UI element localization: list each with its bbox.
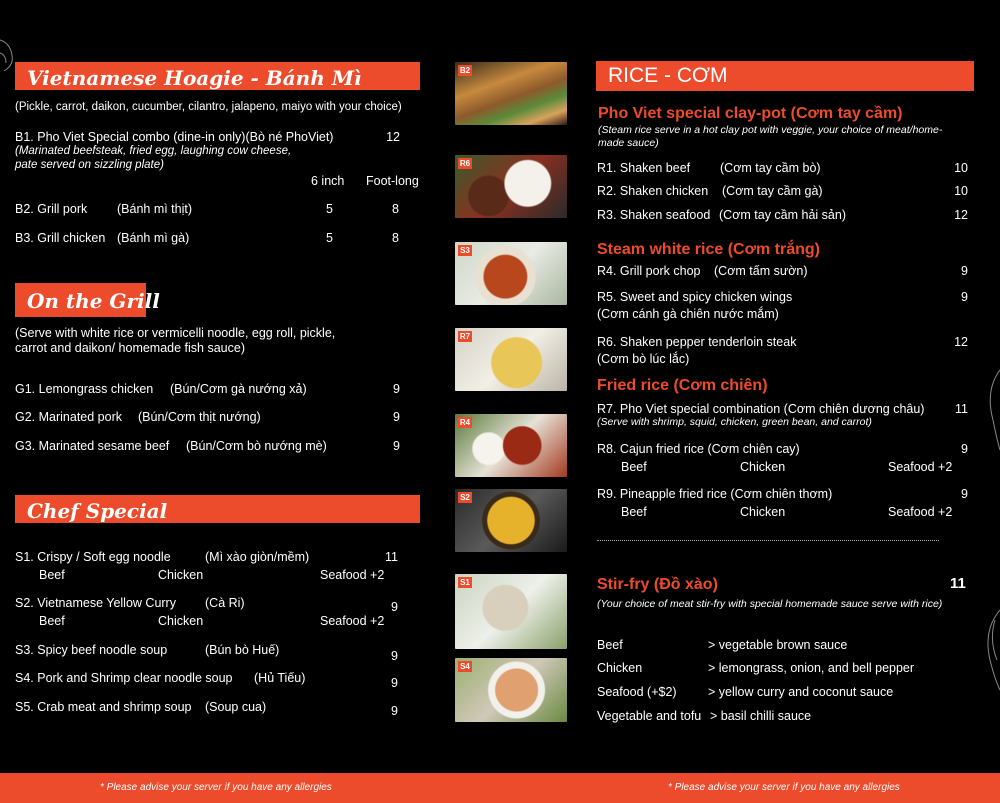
r8-seafood: Seafood +2 — [888, 460, 953, 474]
r8-name: R8. Cajun fried rice (Cơm chiên cay) — [597, 442, 800, 456]
hoagie-banner — [15, 62, 420, 90]
s5-price: 9 — [391, 704, 398, 718]
chef-banner — [15, 495, 420, 523]
r2-price: 10 — [954, 184, 968, 198]
s1-beef: Beef — [39, 568, 65, 582]
footer-allergy-left: * Please advise your server if you have any allergies — [100, 782, 332, 793]
r6-name: R6. Shaken pepper tenderloin steak — [597, 335, 797, 349]
stirfry-price: 11 — [950, 575, 966, 592]
g3-viet: (Bún/Cơm bò nướng mè) — [186, 439, 327, 453]
r3-viet: (Cơm tay cầm hải sản) — [719, 208, 846, 222]
b3-price-6: 5 — [326, 231, 333, 245]
r1-name: R1. Shaken beef — [597, 161, 691, 175]
g1-viet: (Bún/Cơm gà nướng xả) — [170, 382, 307, 396]
b3-name: B3. Grill chicken — [15, 231, 106, 245]
photo-s3-badge: S3 — [458, 245, 472, 256]
claypot-desc-1: (Steam rice serve in a hot clay pot with veggie, your choice of meat/home- — [598, 124, 943, 136]
photo-r4-pork-chop — [455, 414, 567, 477]
claypot-title: Pho Viet special clay-pot (Cơm tay cầm) — [598, 105, 903, 122]
s2-price: 9 — [391, 600, 398, 614]
stirfry-veg-sauce: > basil chilli sauce — [710, 709, 812, 723]
b2-price-ft: 8 — [392, 202, 399, 216]
g2-name: G2. Marinated pork — [15, 410, 122, 424]
hoagie-title: Vietnamese Hoagie - Bánh Mì — [27, 66, 362, 90]
r2-viet: (Cơm tay cầm gà) — [722, 184, 823, 198]
r4-name: R4. Grill pork chop — [597, 264, 701, 278]
stirfry-chicken: Chicken — [597, 661, 643, 675]
rice-banner — [596, 61, 974, 91]
chef-title: Chef Special — [27, 499, 168, 523]
s2-beef: Beef — [39, 614, 65, 628]
stirfry-beef: Beef — [597, 638, 623, 652]
decorative-line-art-right — [975, 360, 1000, 740]
r6-price: 12 — [954, 335, 968, 349]
s4-name: S4. Pork and Shrimp clear noodle soup — [15, 671, 233, 685]
s3-name: S3. Spicy beef noodle soup — [15, 643, 168, 657]
photo-s1-badge: S1 — [458, 577, 472, 588]
claypot-desc-2: made sauce) — [598, 137, 659, 149]
rice-title: RICE - CƠM — [608, 64, 728, 87]
stirfry-title: Stir-fry (Đồ xào) — [597, 576, 718, 593]
photo-r6-badge: R6 — [459, 159, 471, 168]
photo-s2-badge: S2 — [458, 492, 472, 503]
s3-price: 9 — [391, 649, 398, 663]
stirfry-desc: (Your choice of meat stir-fry with special homemade sauce serve with rice) — [597, 598, 943, 610]
stirfry-chicken-sauce: > lemongrass, onion, and bell pepper — [708, 661, 915, 675]
s5-viet: (Soup cua) — [205, 700, 267, 714]
r9-name: R9. Pineapple fried rice (Cơm chiên thơm) — [597, 487, 833, 501]
photo-b2-badge: B2 — [459, 66, 471, 75]
s1-viet: (Mì xào giòn/mềm) — [205, 550, 310, 564]
r2-name: R2. Shaken chicken — [597, 184, 709, 198]
size-foot-long: Foot-long — [366, 174, 419, 188]
b2-name: B2. Grill pork — [15, 202, 88, 216]
g2-price: 9 — [393, 410, 400, 424]
b1-desc-2: pate served on sizzling plate) — [15, 159, 164, 171]
r9-beef: Beef — [621, 505, 647, 519]
photo-b2-banh-mi — [455, 62, 567, 125]
fried-rice-title: Fried rice (Cơm chiên) — [597, 377, 768, 394]
r9-price: 9 — [961, 487, 968, 501]
b1-price: 12 — [386, 130, 400, 144]
photo-s2-yellow-curry — [455, 489, 567, 552]
s3-viet: (Bún bò Huế) — [205, 643, 280, 657]
b2-viet: (Bánh mì thịt) — [117, 202, 193, 216]
photo-s4-clear-noodle-soup — [455, 658, 567, 722]
r8-chicken: Chicken — [740, 460, 786, 474]
r8-beef: Beef — [621, 460, 647, 474]
stirfry-seafood-sauce: > yellow curry and coconut sauce — [708, 685, 894, 699]
steam-rice-title: Steam white rice (Cơm trắng) — [597, 241, 820, 258]
r7-name: R7. Pho Viet special combination (Cơm chiên dương châu) — [597, 402, 925, 416]
grill-title: On the Grill — [27, 289, 160, 313]
photo-s4-badge: S4 — [458, 661, 472, 672]
photo-r7-badge: R7 — [459, 332, 471, 341]
r5-viet: (Cơm cánh gà chiên nước mắm) — [597, 307, 779, 321]
s4-viet: (Hủ Tiếu) — [254, 671, 306, 685]
size-6-inch: 6 inch — [311, 174, 345, 188]
photo-r4-badge: R4 — [459, 418, 471, 427]
r8-price: 9 — [961, 442, 968, 456]
grill-desc-2: carrot and daikon/ homemade fish sauce) — [15, 341, 245, 355]
r9-chicken: Chicken — [740, 505, 786, 519]
r3-price: 12 — [954, 208, 968, 222]
r6-viet: (Cơm bò lúc lắc) — [597, 352, 690, 366]
hoagie-description: (Pickle, carrot, daikon, cucumber, cilantro, jalapeno, maiyo with your choice) — [15, 101, 402, 113]
s1-name: S1. Crispy / Soft egg noodle — [15, 550, 171, 564]
s1-price: 11 — [385, 550, 398, 564]
s5-name: S5. Crab meat and shrimp soup — [15, 700, 192, 714]
stirfry-seafood: Seafood (+$2) — [597, 685, 677, 699]
g3-price: 9 — [393, 439, 400, 453]
photo-r7-fried-rice — [455, 328, 567, 391]
g3-name: G3. Marinated sesame beef — [15, 439, 170, 453]
photo-r6-shaken-beef — [455, 155, 567, 218]
r5-name: R5. Sweet and spicy chicken wings — [597, 290, 793, 304]
r1-viet: (Cơm tay cầm bò) — [720, 161, 821, 175]
b3-price-ft: 8 — [392, 231, 399, 245]
s4-price: 9 — [391, 676, 398, 690]
footer-allergy-right: * Please advise your server if you have any allergies — [668, 782, 900, 793]
r4-viet: (Cơm tấm sườn) — [714, 264, 808, 278]
g2-viet: (Bún/Cơm thịt nướng) — [138, 410, 261, 424]
b3-viet: (Bánh mì gà) — [117, 231, 190, 245]
photo-s3-noodle-soup — [455, 242, 567, 305]
s2-name: S2. Vietnamese Yellow Curry — [15, 596, 176, 610]
r7-desc: (Serve with shrimp, squid, chicken, green bean, and carrot) — [597, 416, 872, 428]
g1-price: 9 — [393, 382, 400, 396]
dotted-divider — [597, 540, 939, 541]
footer-bar — [0, 773, 1000, 803]
stirfry-beef-sauce: > vegetable brown sauce — [708, 638, 848, 652]
g1-name: G1. Lemongrass chicken — [15, 382, 154, 396]
s2-seafood: Seafood +2 — [320, 614, 385, 628]
r9-seafood: Seafood +2 — [888, 505, 953, 519]
s1-chicken: Chicken — [158, 568, 204, 582]
b1-name: B1. Pho Viet Special combo (dine-in only)(Bò né PhoViet) — [15, 130, 334, 144]
b2-price-6: 5 — [326, 202, 333, 216]
stirfry-veg: Vegetable and tofu — [597, 709, 702, 723]
grill-banner — [15, 283, 160, 317]
r1-price: 10 — [954, 161, 968, 175]
grill-desc-1: (Serve with white rice or vermicelli noodle, egg roll, pickle, — [15, 326, 336, 340]
r4-price: 9 — [961, 264, 968, 278]
r5-price: 9 — [961, 290, 968, 304]
s2-chicken: Chicken — [158, 614, 204, 628]
photo-s1-egg-noodle — [455, 574, 567, 649]
s2-viet: (Cà Ri) — [205, 596, 245, 610]
s1-seafood: Seafood +2 — [320, 568, 385, 582]
r7-price: 11 — [955, 402, 968, 416]
b1-desc-1: (Marinated beefsteak, fried egg, laughing cow cheese, — [15, 145, 292, 157]
r3-name: R3. Shaken seafood — [597, 208, 711, 222]
